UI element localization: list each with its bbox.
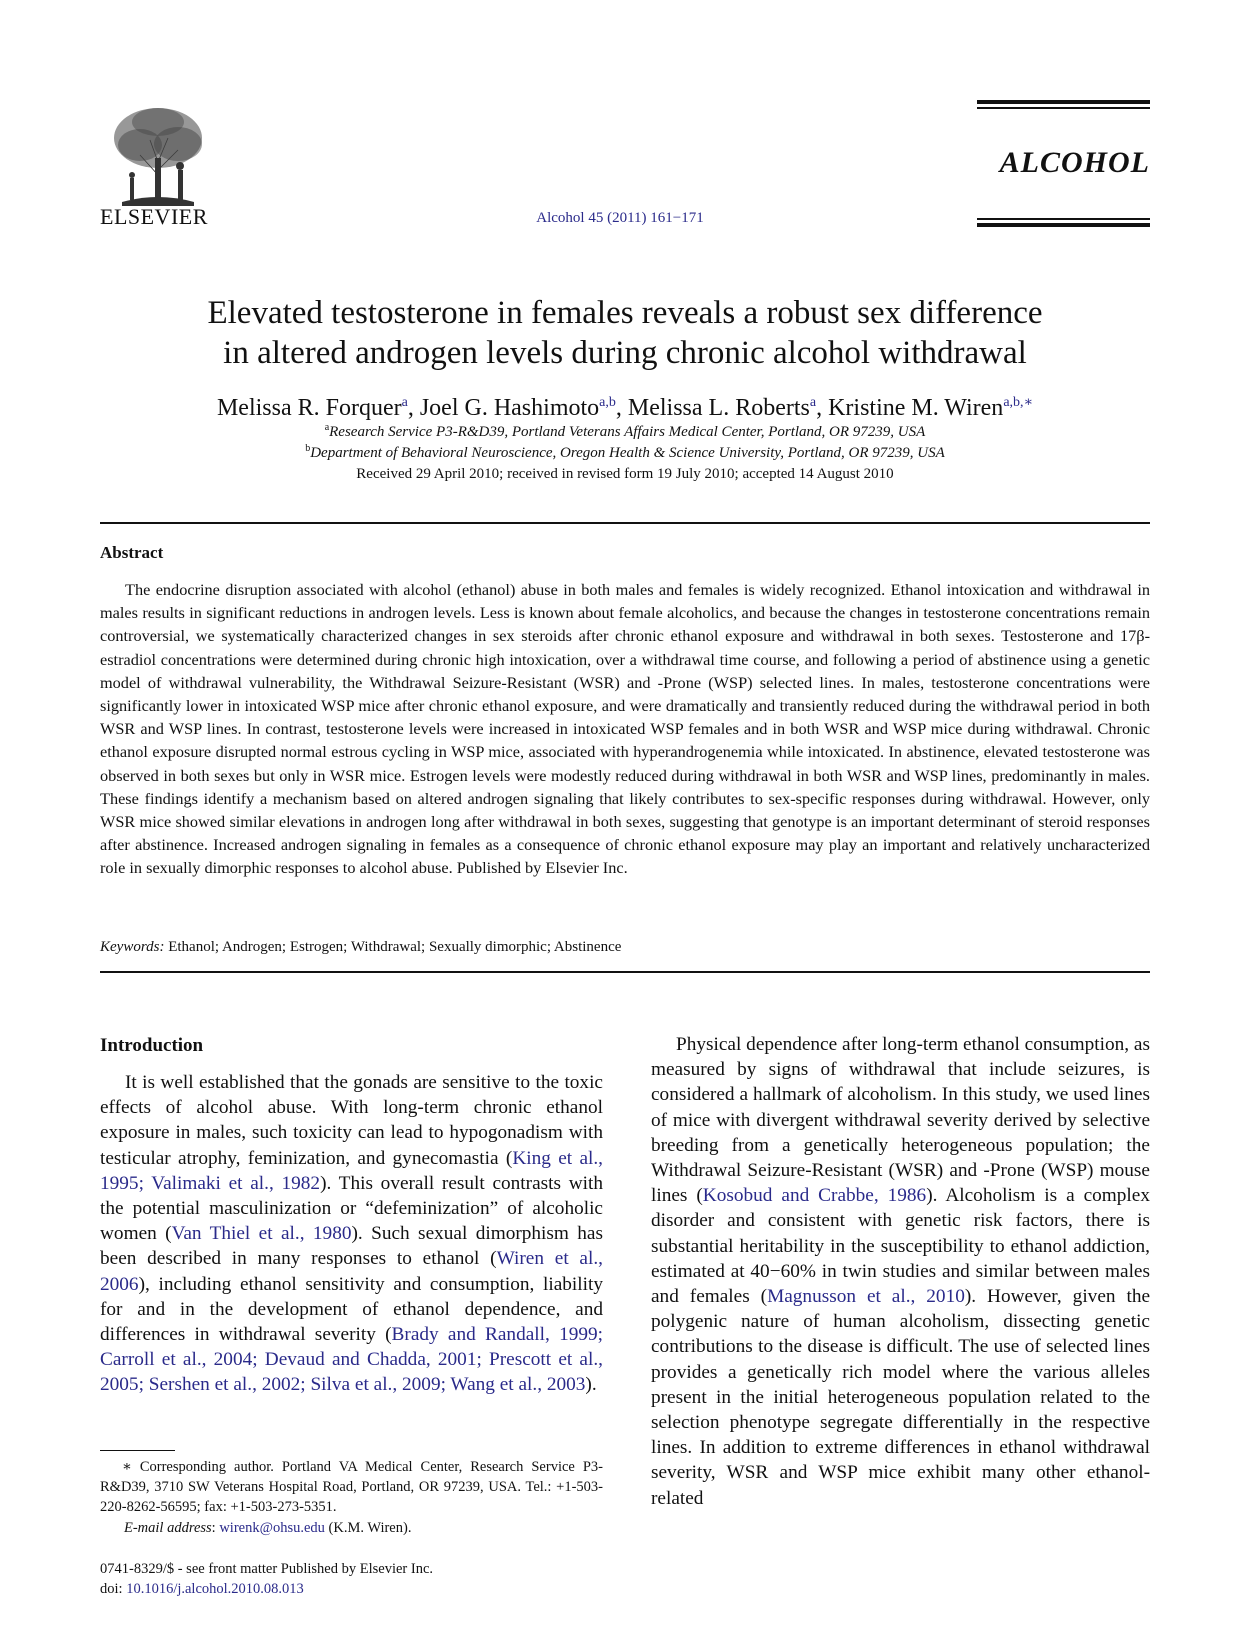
divider (100, 971, 1150, 973)
author-name: Joel G. Hashimoto (419, 395, 600, 421)
journal-name: ALCOHOL (999, 146, 1150, 179)
header-rule (977, 107, 1150, 109)
citation-link[interactable]: Wiren et al., 2006 (100, 1248, 603, 1295)
doi-label: doi: (100, 1581, 123, 1597)
doi-line (100, 1581, 304, 1598)
body-text: ). Alcoholism is a complex disorder and consistent with genetic risk factors, there is substantial heritability in the susceptibility to ethanol addiction, estimated at 40−60% in twin studies and similar between males and females ( (651, 1185, 1150, 1308)
keywords-label: Keywords: (100, 939, 165, 955)
body-text: ). However, given the polygenic nature of human alcoholism, dissecting genetic contributions to the disease is difficult. The use of selected lines provides a genetically rich model where the various alleles present in the initial heterogeneous population related to the selection phenotype segregate differentially in the respective lines. In addition to extreme differences in ethanol withdrawal severity, WSR and WSP mice exhibit many other ethanol-related (651, 1286, 1151, 1509)
citation-link[interactable]: Brady and Randall, 1999; Carroll et al., 2004; Devaud and Chadda, 2001; Prescott et al., 2005; Sershen et al., 2002; Silva et al., 2009; Wang et al., 2003 (100, 1324, 603, 1396)
corresponding-author-note: ∗ Corresponding author. Portland VA Medical Center, Research Service P3-R&D39, 3710 SW Veterans Hospital Road, Portland, OR 97239, USA. Tel.: +1-503-220-8262-56595; fax: +1-503-273-5351. (100, 1459, 603, 1515)
intro-column-left (100, 1070, 603, 1398)
header-rule (977, 223, 1150, 227)
keywords-list: Ethanol; Androgen; Estrogen; Withdrawal; Sexually dimorphic; Abstinence (168, 939, 622, 955)
citation-link[interactable]: Magnusson et al., 2010 (767, 1286, 965, 1308)
email-label: E-mail address (124, 1520, 212, 1536)
affiliation-marker[interactable]: a (401, 395, 408, 410)
author-list: Melissa R. Forquer$^a$, Joel G. Hashimoto$^{a,b}$, Melissa L. Roberts$^a$, Kristine M. Wiren$^{a,b,∗}$ (216, 395, 1034, 421)
header-rule (977, 218, 1150, 220)
author-name: Melissa R. Forquer (216, 395, 402, 421)
abstract-heading: Abstract (100, 543, 164, 562)
affiliation-text: Department of Behavioral Neuroscience, Oregon Health & Science University, Portland, OR 97239, USA (310, 445, 945, 461)
affiliation-text: Research Service P3-R&D39, Portland Veterans Affairs Medical Center, Portland, OR 97239, USA (329, 424, 926, 440)
issn-line: 0741-8329/$ - see front matter Published by Elsevier Inc. (100, 1561, 434, 1577)
footnote-rule (100, 1450, 175, 1451)
header-rule (977, 100, 1150, 104)
keywords (100, 939, 1150, 956)
article-title (100, 293, 1150, 373)
abstract-body: The endocrine disruption associated with alcohol (ethanol) abuse in both males and females is widely recognized. Ethanol intoxication and withdrawal in males results in significant reductions in androgen levels. Less is known about female alcoholics, and because the changes in testosterone concentrations remain controversial, we systematically characterized changes in sex steroids after chronic ethanol exposure and withdrawal in both sexes. Testosterone and 17β-estradiol concentrations were determined during chronic high intoxication, over a withdrawal time course, and following a period of abstinence using a genetic model of withdrawal vulnerability, the Withdrawal Seizure-Resistant (WSR) and -Prone (WSP) selected lines. In males, testosterone concentrations were significantly lower in intoxicated WSP mice after chronic ethanol exposure, and were dramatically and transiently reduced during the withdrawal period in both WSR and WSP lines. In contrast, testosterone levels were increased in intoxicated WSP females and in both WSR and WSP mice during withdrawal. Chronic ethanol exposure disrupted normal estrous cycling in WSP mice, associated with hyperandrogenemia while intoxicated. In abstinence, elevated testosterone was observed in both sexes but only in WSR mice. Estrogen levels were modestly reduced during withdrawal in both WSR and WSP lines, predominantly in males. These findings identify a mechanism based on altered androgen signaling that likely contributes to sex-specific responses during withdrawal. However, only WSR mice showed similar elevations in androgen long after withdrawal in both sexes, suggesting that genotype is an important determinant of steroid responses after abstinence. Increased androgen signaling in females as a consequence of chronic ethanol exposure may play an important and relatively uncharacterized role in sexually dimorphic responses to alcohol abuse. Published by Elsevier Inc. (100, 580, 1150, 878)
body-text: It is well established that the gonads are sensitive to the toxic effects of alcohol abuse. With long-term chronic ethanol exposure in males, such toxicity can lead to hypogonadism with testicular atrophy, feminization, and gynecomastia ( (100, 1072, 603, 1169)
email-suffix: (K.M. Wiren). (324, 1520, 412, 1536)
author-name: Kristine M. Wiren (828, 395, 1004, 421)
email-link[interactable]: wirenk@ohsu.edu (219, 1520, 325, 1536)
body-text: ). Such sexual dimorphism has been described in many responses to ethanol ( (100, 1223, 603, 1270)
citation-link[interactable]: King et al., 1995; Valimaki et al., 1982 (100, 1147, 603, 1194)
received-dates: Received 29 April 2010; received in revised form 19 July 2010; accepted 14 August 2010 (356, 466, 894, 482)
body-text: ). (585, 1374, 597, 1396)
publisher-name: ELSEVIER (100, 204, 208, 229)
title-line: in altered androgen levels during chronic alcohol withdrawal (223, 335, 1027, 371)
section-heading: Introduction (100, 1035, 204, 1056)
body-text: Physical dependence after long-term ethanol consumption, as measured by signs of withdrawal that include seizures, is considered a hallmark of alcoholism. In this study, we used lines of mice with divergent withdrawal severity derived by selective breeding from a genetically heterogeneous population; the Withdrawal Seizure-Resistant (WSR) and -Prone (WSP) mouse lines ( (651, 1034, 1150, 1207)
affiliation (100, 422, 1150, 441)
citation-link[interactable]: Kosobud and Crabbe, 1986 (702, 1185, 927, 1207)
intro-column-right (651, 1032, 1150, 1511)
affiliation-mark: a (324, 422, 330, 433)
email-note: E-mail address: wirenk@ohsu.edu (K.M. Wiren). (124, 1520, 412, 1536)
citation-link[interactable]: Van Thiel et al., 1980 (171, 1223, 352, 1245)
affiliation-marker[interactable]: a (809, 395, 817, 410)
affiliation-marker[interactable]: a,b (599, 395, 616, 410)
affiliation-marker[interactable]: a,b,∗ (1003, 395, 1034, 410)
body-text: ). This overall result contrasts with the potential masculinization or “defeminization” of alcoholic women ( (100, 1172, 603, 1245)
author-name: Melissa L. Roberts (627, 395, 810, 421)
journal-citation[interactable]: Alcohol 45 (2011) 161−171 (536, 210, 704, 226)
body-text: ), including ethanol sensitivity and consumption, liability for and in the development of ethanol dependence, and differences in withdrawal severity ( (100, 1273, 603, 1346)
doi-link[interactable]: 10.1016/j.alcohol.2010.08.013 (126, 1581, 304, 1597)
affiliation (100, 443, 1150, 462)
affiliation-mark: b (305, 443, 311, 454)
divider (100, 522, 1150, 524)
title-line: Elevated testosterone in females reveals a robust sex difference (207, 295, 1043, 331)
